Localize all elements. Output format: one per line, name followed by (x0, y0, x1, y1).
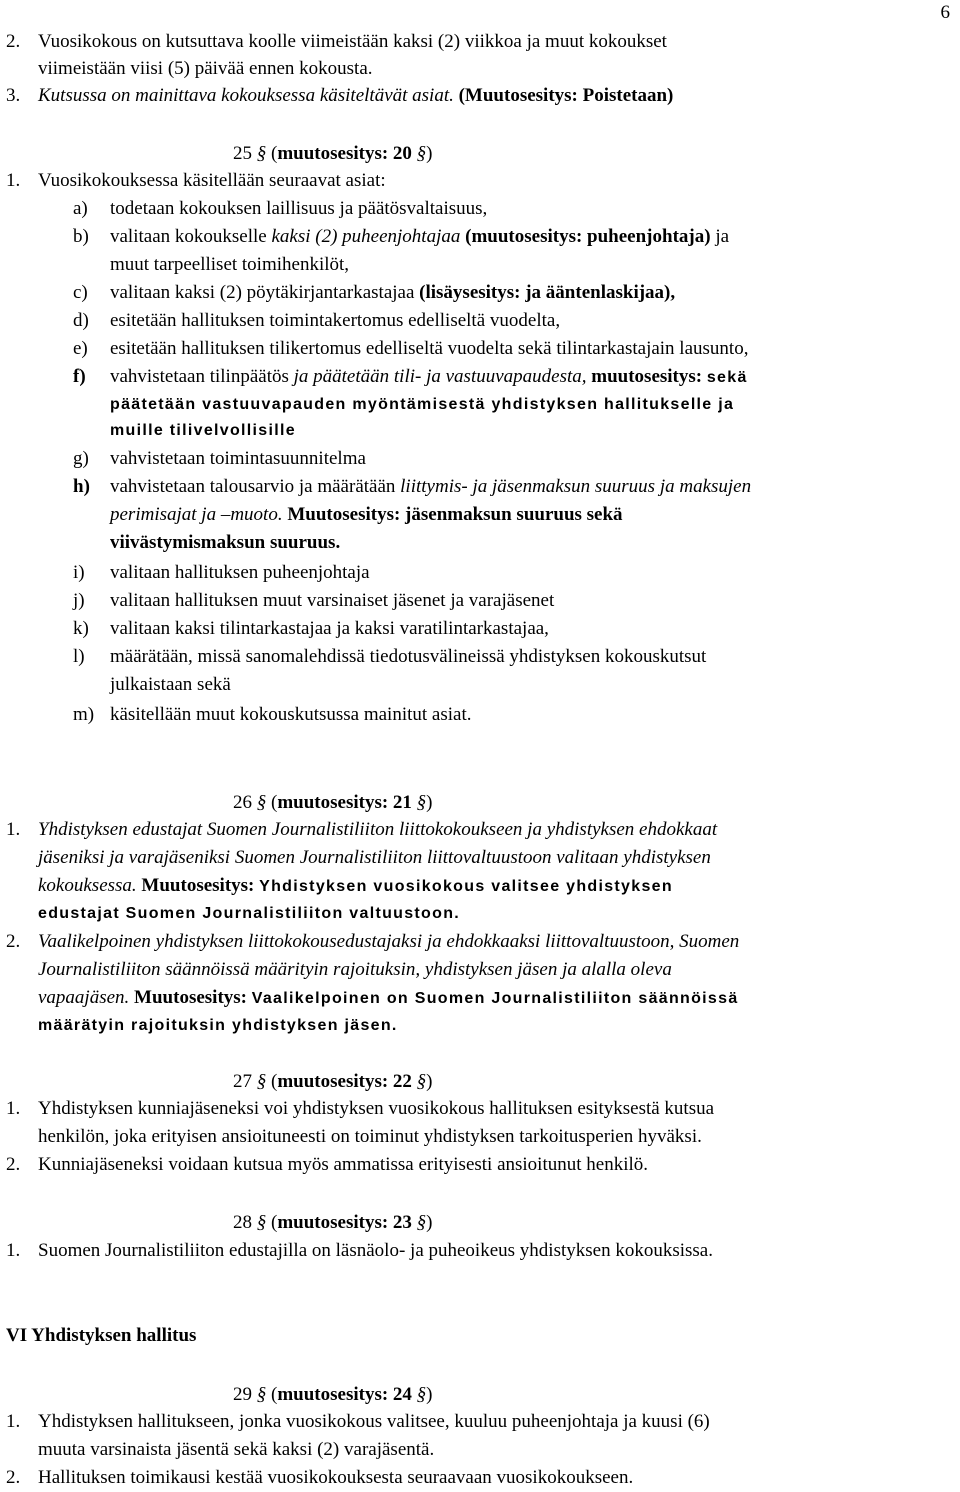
section-amendment-ref: muutosesitys: 22 (277, 1071, 412, 1092)
list-text-h-cont (110, 504, 623, 526)
list-text-k: valitaan kaksi tilintarkastajaa ja kaksi varatilintarkastajaa, (110, 618, 549, 639)
list-label-k: k) (73, 618, 89, 639)
section-sign: § (256, 143, 267, 164)
s26-item-2-text: Vaalikelpoinen yhdistyksen liittokokousedustajaksi ja ehdokkaaksi liittovaltuustoon, Suomen (38, 931, 740, 952)
section-number: 27 (233, 1071, 252, 1092)
text: ja (715, 226, 730, 247)
list-label-f: f) (73, 366, 86, 387)
list-text-b-cont: muut tarpeelliset toimihenkilöt, (110, 254, 350, 275)
paren-close: ) (426, 1212, 433, 1233)
list-label-b: b) (73, 226, 89, 247)
s26-item-1-amendment-cont: edustajat Suomen Journalistiliiton valtuustoon. (38, 905, 461, 922)
section-amendment-ref: muutosesitys: 24 (277, 1384, 412, 1405)
s25-item-1-number: 1. (6, 170, 21, 191)
s26-item-1-text-cont2 (38, 875, 673, 898)
list-label-e: e) (73, 338, 88, 359)
s26-item-1-number: 1. (6, 819, 21, 840)
s27-item-1-text: Yhdistyksen kunniajäseneksi voi yhdistyksen vuosikokous hallituksen esityksestä kutsua (38, 1098, 715, 1119)
list-text-h-amendment-cont: viivästymismaksun suuruus. (110, 532, 341, 553)
item-2-text: Vuosikokous on kutsuttava koolle viimeistään kaksi (2) viikkoa ja muut kokoukset (38, 31, 667, 52)
list-text-d: esitetään hallituksen toimintakertomus edelliseltä vuodelta, (110, 310, 561, 331)
amendment: (lisäysesitys: ja ääntenlaskijaa), (419, 282, 676, 303)
italic-text: ja päätetään tili- ja vastuuvapaudesta, (293, 366, 587, 387)
s26-item-2-text-cont2 (38, 987, 739, 1010)
list-label-l: l) (73, 646, 85, 667)
section-sign: § (416, 1384, 427, 1405)
section-26-heading (233, 792, 433, 814)
section-amendment-ref: muutosesitys: 21 (277, 792, 412, 813)
section-sign: § (256, 1071, 267, 1092)
italic-text: kokouksessa. (38, 875, 137, 896)
paren-close: ) (426, 143, 433, 164)
s28-item-1-text: Suomen Journalistiliiton edustajilla on läsnäolo- ja puheoikeus yhdistyksen kokouksissa. (38, 1240, 713, 1261)
list-text-j: valitaan hallituksen muut varsinaiset jäsenet ja varajäsenet (110, 590, 555, 611)
list-text-f-amendment-cont: muille tilivelvollisille (110, 422, 296, 439)
section-number: 28 (233, 1212, 252, 1233)
amendment: Muutosesitys: jäsenmaksun suuruus sekä (287, 504, 623, 525)
paren-open: ( (271, 1384, 278, 1405)
list-text-h (110, 476, 751, 498)
list-text-m: käsitellään muut kokouskutsussa mainitut asiat. (110, 704, 472, 725)
section-sign: § (256, 1212, 267, 1233)
s26-item-2-amendment-cont: määrätyin rajoituksin yhdistyksen jäsen. (38, 1017, 398, 1034)
s26-item-2-text-cont: Journalistiliiton säännöissä määrityin rajoituksin, yhdistyksen jäsen ja alalla oleva (38, 959, 672, 980)
s26-item-1-text: Yhdistyksen edustajat Suomen Journalistiliiton liittokokoukseen ja yhdistyksen ehdokkaat (38, 819, 718, 840)
list-text-b (110, 226, 729, 248)
item-3-line (38, 85, 673, 107)
section-number: 25 (233, 143, 252, 164)
text: vahvistetaan talousarvio ja määrätään (110, 476, 396, 497)
s27-item-2-number: 2. (6, 1154, 21, 1175)
amendment-label: Muutosesitys: (134, 987, 247, 1008)
paren-close: ) (426, 1384, 433, 1405)
s27-item-1-text-cont: henkilön, joka erityisen ansioituneesti on toiminut yhdistyksen tarkoitusperien hyväksi. (38, 1126, 702, 1147)
list-label-m: m) (73, 704, 95, 725)
section-sign: § (256, 792, 267, 813)
s29-item-2-text: Hallituksen toimikausi kestää vuosikokouksesta seuraavaan vuosikokoukseen. (38, 1467, 634, 1488)
section-sign: § (416, 143, 427, 164)
list-label-i: i) (73, 562, 85, 583)
section-25-heading (233, 143, 433, 165)
section-27-heading (233, 1071, 433, 1093)
italic-text: kaksi (2) puheenjohtajaa (271, 226, 461, 247)
list-label-h: h) (73, 476, 90, 497)
section-sign: § (416, 792, 427, 813)
amendment-text: Vaalikelpoinen on Suomen Journalistiliiton säännöissä (251, 990, 739, 1007)
s29-item-1-text: Yhdistyksen hallitukseen, jonka vuosikokous valitsee, kuuluu puheenjohtaja ja kuusi (6) (38, 1411, 710, 1432)
list-text-a: todetaan kokouksen laillisuus ja päätösvaltaisuus, (110, 198, 488, 219)
paren-open: ( (271, 1212, 278, 1233)
section-28-heading (233, 1212, 433, 1234)
page-number: 6 (940, 2, 950, 23)
section-sign: § (416, 1212, 427, 1233)
amendment-text: Yhdistyksen vuosikokous valitsee yhdistyksen (259, 878, 673, 895)
amendment: (muutosesitys: puheenjohtaja) (465, 226, 711, 247)
section-amendment-ref: muutosesitys: 20 (277, 143, 412, 164)
s27-item-2-text: Kunniajäseneksi voidaan kutsua myös ammatissa erityisesti ansioitunut henkilö. (38, 1154, 649, 1175)
list-text-e: esitetään hallituksen tilikertomus edelliseltä vuodelta sekä tilintarkastajain lausunto, (110, 338, 749, 359)
s29-item-1-number: 1. (6, 1411, 21, 1432)
s26-item-1-text-cont: jäseniksi ja varajäseniksi Suomen Journalistiliiton liittovaltuustoon valitaan yhdistyksen (38, 847, 711, 868)
list-label-d: d) (73, 310, 89, 331)
paren-open: ( (271, 1071, 278, 1092)
s26-item-2-number: 2. (6, 931, 21, 952)
list-text-l: määrätään, missä sanomalehdissä tiedotusvälineissä yhdistyksen kokouskutsut (110, 646, 707, 667)
list-label-g: g) (73, 448, 89, 469)
amendment-label: muutosesitys: (591, 366, 703, 387)
text: valitaan kokoukselle (110, 226, 267, 247)
section-29-heading (233, 1384, 433, 1406)
text: valitaan kaksi (2) pöytäkirjantarkastajaa (110, 282, 415, 303)
italic-text: vapaajäsen. (38, 987, 130, 1008)
paren-open: ( (271, 143, 278, 164)
italic-text: perimisajat ja –muoto. (110, 504, 283, 525)
list-text-l-cont: julkaistaan sekä (110, 674, 231, 695)
paren-close: ) (426, 792, 433, 813)
section-sign: § (256, 1384, 267, 1405)
text: vahvistetaan tilinpäätös (110, 366, 289, 387)
list-label-j: j) (73, 590, 85, 611)
item-3-text: Kutsussa on mainittava kokouksessa käsiteltävät asiat. (38, 85, 454, 106)
amendment-label: Muutosesitys: (141, 875, 255, 896)
list-text-f (110, 366, 748, 389)
paren-open: ( (271, 792, 278, 813)
chapter-heading: VI Yhdistyksen hallitus (6, 1325, 197, 1346)
paren-close: ) (426, 1071, 433, 1092)
list-text-g: vahvistetaan toimintasuunnitelma (110, 448, 366, 469)
s29-item-1-text-cont: muuta varsinaista jäsentä sekä kaksi (2) varajäsentä. (38, 1439, 435, 1460)
list-label-c: c) (73, 282, 88, 303)
s28-item-1-number: 1. (6, 1240, 21, 1261)
item-2-text-cont: viimeistään viisi (5) päivää ennen kokousta. (38, 58, 373, 79)
list-label-a: a) (73, 198, 88, 219)
list-text-c (110, 282, 675, 304)
section-sign: § (416, 1071, 427, 1092)
section-number: 26 (233, 792, 252, 813)
s27-item-1-number: 1. (6, 1098, 21, 1119)
item-2-number: 2. (6, 31, 21, 52)
item-3-amendment: (Muutosesitys: Poistetaan) (458, 85, 674, 106)
item-3-number: 3. (6, 85, 21, 106)
amendment-text: sekä (706, 369, 748, 386)
list-text-f-amendment: päätetään vastuuvapauden myöntämisestä yhdistyksen hallitukselle ja (110, 396, 735, 413)
s29-item-2-number: 2. (6, 1467, 21, 1488)
section-amendment-ref: muutosesitys: 23 (277, 1212, 412, 1233)
list-text-i: valitaan hallituksen puheenjohtaja (110, 562, 370, 583)
s25-item-1-text: Vuosikokouksessa käsitellään seuraavat asiat: (38, 170, 386, 191)
section-number: 29 (233, 1384, 252, 1405)
italic-text: liittymis- ja jäsenmaksun suuruus ja maksujen (400, 476, 752, 497)
